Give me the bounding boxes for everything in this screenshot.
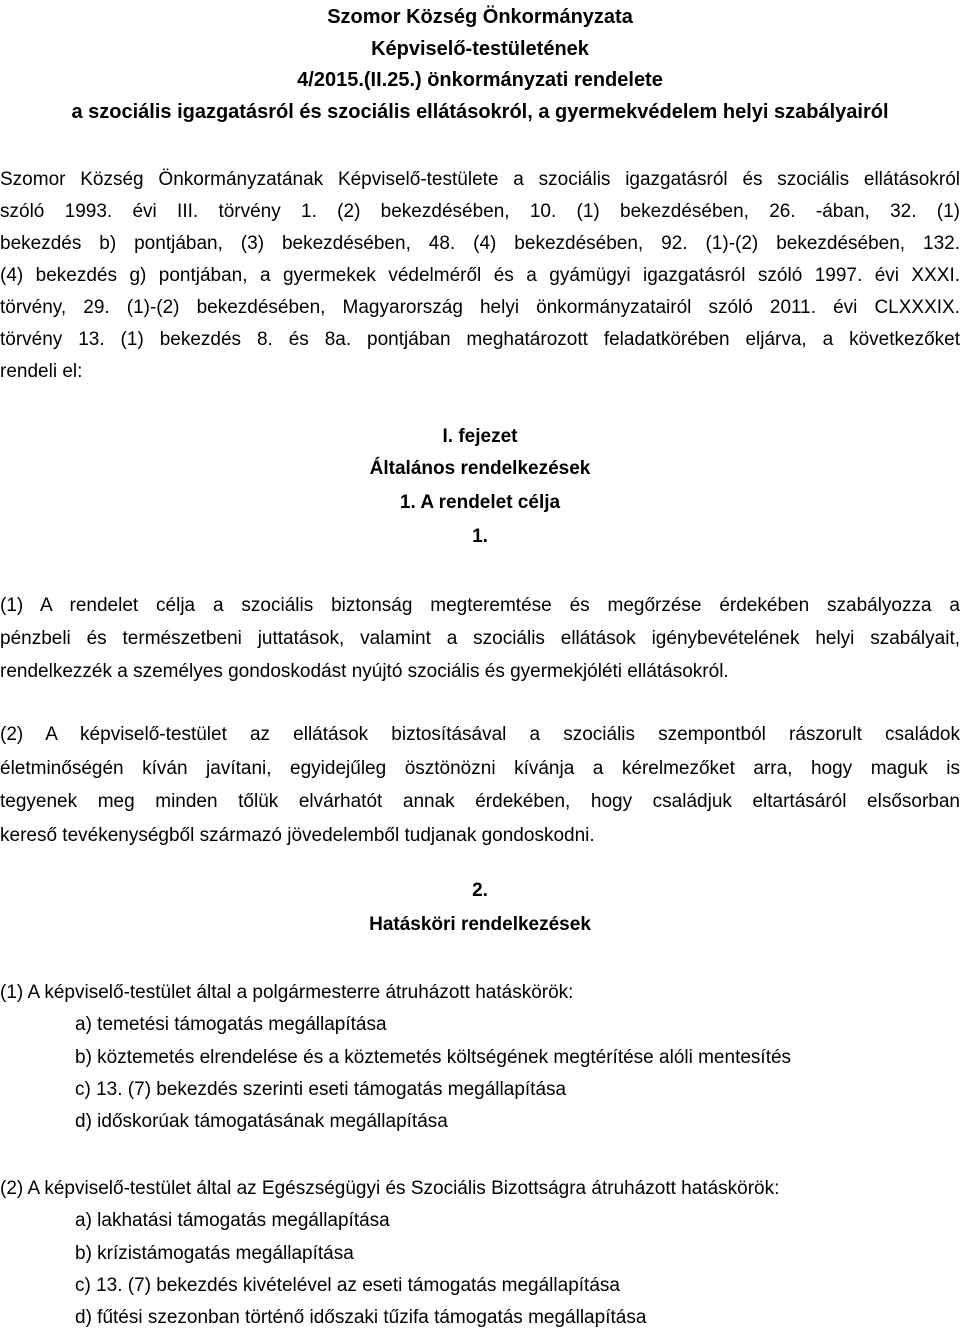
section-2-number: 2. bbox=[472, 880, 488, 901]
preamble-line: (4) bekezdés g) pontjában, a gyermekek védelméről és a gyámügyi igazgatásról szóló 1997. évi XXXI. bbox=[0, 265, 960, 286]
list-2-heading: (2) A képviselő-testület által az Egészségügyi és Szociális Bizottságra átruházott hatáskörök: bbox=[0, 1178, 780, 1199]
paragraph-line: kereső tevékenységből származó jövedelemből tudjanak gondoskodni. bbox=[0, 824, 595, 846]
paragraph-line: pénzbeli és természetbeni juttatások, valamint a szociális ellátások igénybevételének helyi szabályait, bbox=[0, 628, 960, 649]
list-1-heading: (1) A képviselő-testület által a polgármesterre átruházott hatáskörök: bbox=[0, 982, 574, 1003]
paragraph-line: életminőségén kíván javítani, egyidejűleg ösztönözni kívánja a kérelmezőket arra, hogy maguk is bbox=[0, 757, 960, 779]
title-line-1: Szomor Község Önkormányzata bbox=[327, 6, 633, 28]
list-item: d) fűtési szezonban történő időszaki tűzifa támogatás megállapítása bbox=[75, 1307, 647, 1328]
title-line-3: 4/2015.(II.25.) önkormányzati rendelete bbox=[297, 69, 663, 91]
preamble-line: rendeli el: bbox=[0, 361, 83, 382]
list-item: d) időskorúak támogatásának megállapítása bbox=[75, 1111, 448, 1132]
section-1-paragraph-2 bbox=[0, 718, 960, 852]
chapter-name: Általános rendelkezések bbox=[369, 458, 591, 479]
preamble-line: törvény, 29. (1)-(2) bekezdésében, Magyarország helyi önkormányzatairól szóló 2011. évi CLXXXIX. bbox=[0, 297, 960, 318]
document-title bbox=[0, 2, 960, 128]
title-line-2: Képviselő-testületének bbox=[371, 37, 589, 60]
list-item: b) köztemetés elrendelése és a köztemetés költségének megtérítése alóli mentesítés bbox=[75, 1047, 792, 1068]
list-item: c) 13. (7) bekezdés szerinti eseti támogatás megállapítása bbox=[75, 1079, 567, 1100]
list-item: b) krízistámogatás megállapítása bbox=[75, 1243, 354, 1264]
title-line-4: a szociális igazgatásról és szociális ellátásokról, a gyermekvédelem helyi szabályairól bbox=[71, 100, 889, 123]
section-2-title: Hatásköri rendelkezések bbox=[369, 914, 591, 935]
chapter-number: I. fejezet bbox=[442, 426, 518, 447]
section-1-number: 1. bbox=[472, 526, 488, 547]
paragraph-line: (1) A rendelet célja a szociális biztonság megteremtése és megőrzése érdekében szabályozza a bbox=[0, 595, 960, 616]
section-1-paragraph-1 bbox=[0, 589, 960, 688]
preamble-line: bekezdés b) pontjában, (3) bekezdésében, 48. (4) bekezdésében, 92. (1)-(2) bekezdésében, 132. bbox=[0, 233, 960, 254]
list-item: a) lakhatási támogatás megállapítása bbox=[75, 1210, 390, 1231]
preamble-line: törvény 13. (1) bekezdés 8. és 8a. pontjában meghatározott feladatkörében eljárva, a következőket bbox=[0, 329, 960, 350]
preamble-line: Szomor Község Önkormányzatának Képviselő-testülete a szociális igazgatásról és szociális ellátásokról bbox=[0, 169, 960, 190]
paragraph-line: (2) A képviselő-testület az ellátások biztosításával a szociális szempontból rászorult családok bbox=[0, 724, 960, 745]
preamble-line: szóló 1993. évi III. törvény 1. (2) bekezdésében, 10. (1) bekezdésében, 26. -ában, 32. (1) bbox=[0, 201, 960, 222]
preamble bbox=[0, 164, 960, 388]
paragraph-line: rendelkezzék a személyes gondoskodást nyújtó szociális és gyermekjóléti ellátásokról. bbox=[0, 661, 729, 682]
paragraph-line: tegyenek meg minden tőlük elvárhatót annak érdekében, hogy családjuk eltartásáról elsősorban bbox=[0, 791, 960, 812]
chapter-subtitle: 1. A rendelet célja bbox=[399, 492, 561, 513]
list-item: c) 13. (7) bekezdés kivételével az eseti támogatás megállapítása bbox=[75, 1275, 620, 1296]
list-item: a) temetési támogatás megállapítása bbox=[75, 1014, 387, 1035]
